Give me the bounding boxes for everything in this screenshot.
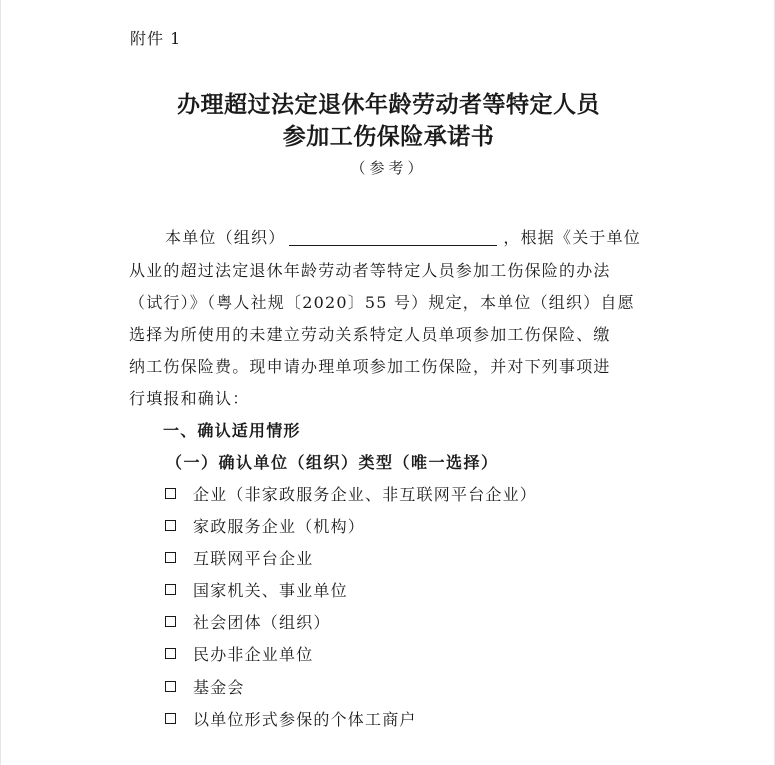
option-label: 基金会: [193, 678, 245, 697]
option-item[interactable]: [165, 707, 417, 730]
option-item[interactable]: [165, 578, 348, 601]
paragraph-line-1-prefix: 本单位（组织）: [165, 228, 286, 247]
checkbox-icon[interactable]: [165, 584, 176, 595]
paragraph-line-6: 行填报和确认：: [129, 389, 250, 408]
checkbox-icon[interactable]: [165, 616, 176, 627]
checkbox-icon[interactable]: [165, 520, 176, 531]
option-item[interactable]: [165, 482, 537, 505]
paragraph-line-1: [165, 225, 642, 248]
option-item[interactable]: [165, 514, 365, 537]
checkbox-icon[interactable]: [165, 681, 176, 692]
option-label: 互联网平台企业: [193, 549, 314, 568]
option-label: 社会团体（组织）: [193, 613, 331, 632]
subsection-heading: （一）确认单位（组织）类型（唯一选择）: [166, 453, 499, 472]
attachment-label: 附件 1: [130, 29, 182, 48]
organization-name-blank[interactable]: [289, 229, 497, 246]
option-item[interactable]: [165, 675, 245, 698]
checkbox-icon[interactable]: [165, 552, 176, 563]
option-label: 家政服务企业（机构）: [193, 517, 366, 536]
checkbox-icon[interactable]: [165, 488, 176, 499]
checkbox-icon[interactable]: [165, 713, 176, 724]
paragraph-line-2: 从业的超过法定退休年龄劳动者等特定人员参加工伤保险的办法: [129, 261, 611, 280]
option-item[interactable]: [165, 642, 313, 665]
option-label: 以单位形式参保的个体工商户: [193, 710, 417, 729]
checkbox-icon[interactable]: [165, 648, 176, 659]
option-label: 国家机关、事业单位: [193, 581, 348, 600]
option-item[interactable]: [165, 610, 331, 633]
section-heading: 一、确认适用情形: [163, 421, 301, 440]
document-subtitle: （参考）: [350, 159, 427, 177]
paragraph-line-1-suffix: ，根据《关于单位: [503, 228, 642, 247]
document-title-line2: 参加工伤保险承诺书: [282, 123, 495, 150]
paragraph-line-3: （试行）》（粤人社规〔2020〕55 号）规定，本单位（组织）自愿: [129, 293, 635, 312]
document-title-line1: 办理超过法定退休年龄劳动者等特定人员: [177, 91, 600, 118]
paragraph-line-4: 选择为所使用的未建立劳动关系特定人员单项参加工伤保险、缴: [129, 325, 611, 344]
paragraph-line-5: 纳工伤保险费。现申请办理单项参加工伤保险，并对下列事项进: [129, 357, 611, 376]
option-item[interactable]: [165, 546, 313, 569]
option-label: 企业（非家政服务企业、非互联网平台企业）: [193, 485, 538, 504]
option-label: 民办非企业单位: [193, 645, 314, 664]
